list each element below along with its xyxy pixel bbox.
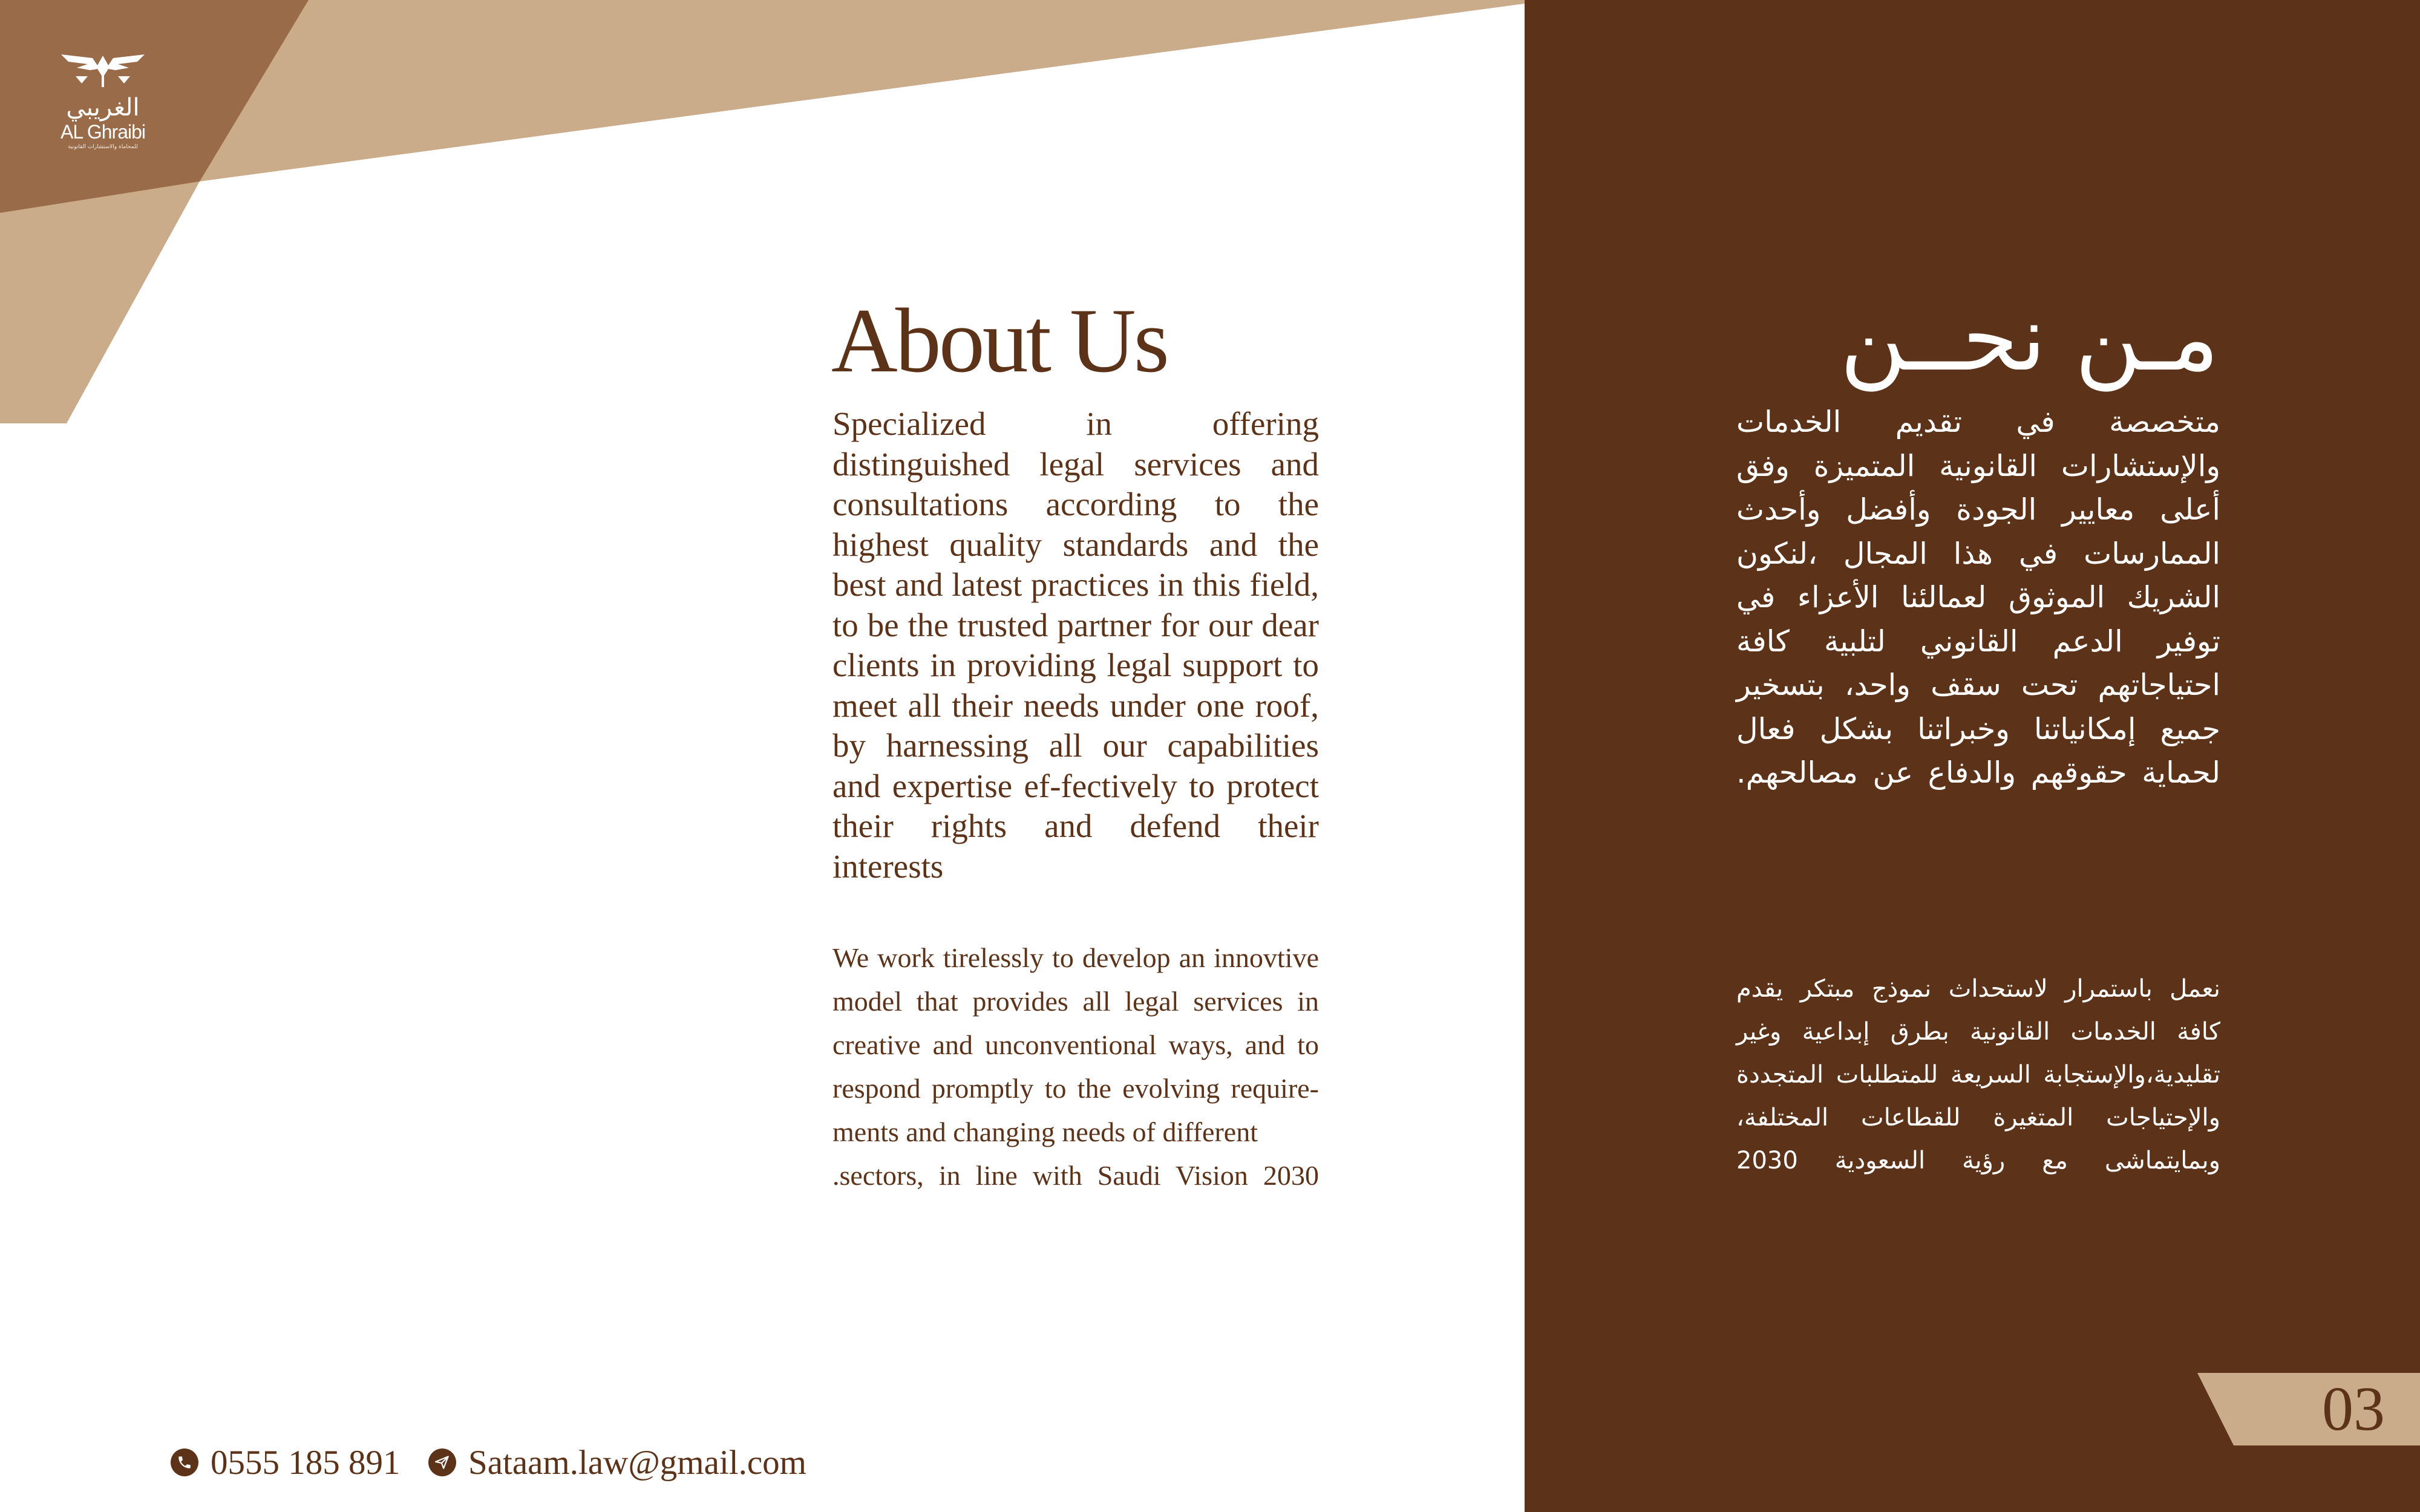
- send-icon: [428, 1448, 456, 1476]
- eagle-icon: [57, 50, 148, 88]
- mission-paragraph-arabic: نعمل باستمرار لاستحداث نموذج مبتكر يقدم كافة الخدمات القانونية بطرق إبداعية وغير تقليدية،والإستجابة السريعة للمتطلبات المتجددة والإحتياجات المتغيرة للقطاعات المختلفة، وبمايتماشى مع رؤية السعودية 2030: [1736, 975, 2220, 1175]
- page-number: 03: [2322, 1374, 2385, 1444]
- email-address: Sataam.law@gmail.com: [468, 1443, 807, 1482]
- mission-paragraph-english: [832, 936, 1319, 1198]
- logo-name-arabic: الغريبي: [66, 94, 140, 122]
- email-contact[interactable]: [428, 1438, 806, 1487]
- about-paragraph-english: Specialized in offering distinguished legal services and consultations according to the highest quality standards and the best and latest practices in this field, to be the trusted partner for our dear clients in providing legal support to meet all their needs under one roof, by harnessing all our capabilities and expertise ef-fectively to protect their rights and defend their interests: [832, 405, 1319, 885]
- mission-paragraph-english-last-line: .sectors, in line with Saudi Vision 2030: [832, 1160, 1319, 1191]
- phone-number: 0555 185 891: [211, 1443, 401, 1482]
- about-us-title-arabic: مـن نحــن: [1840, 286, 2219, 391]
- phone-icon: [171, 1448, 198, 1476]
- about-paragraph-arabic: متخصصة في تقديم الخدمات والإستشارات القانونية المتميزة وفق أعلى معايير الجودة وأفضل وأحدث الممارسات في هذا المجال ،لنكون الشريك الموثوق لعمالئنا الأعزاء في توفير الدعم القانوني لتلبية كافة احتياجاتهم تحت سقف واحد، بتسخير جميع إمكانياتنا وخبراتنا بشكل فعال لحماية حقوقهم والدفاع عن مصالحهم.: [1736, 405, 2220, 790]
- about-us-title: About Us: [831, 290, 1167, 391]
- phone-contact[interactable]: [171, 1438, 401, 1487]
- logo: [48, 50, 157, 151]
- logo-name-english: AL Ghraibi: [60, 121, 145, 143]
- logo-tagline: للمحاماة والاستشارات القانونية: [68, 144, 138, 150]
- mission-paragraph-english-main: We work tirelessly to develop an innovtive model that provides all legal services in creative and unconventional ways, and to respond promptly to the evolving require-ments and changing needs of different: [832, 942, 1319, 1147]
